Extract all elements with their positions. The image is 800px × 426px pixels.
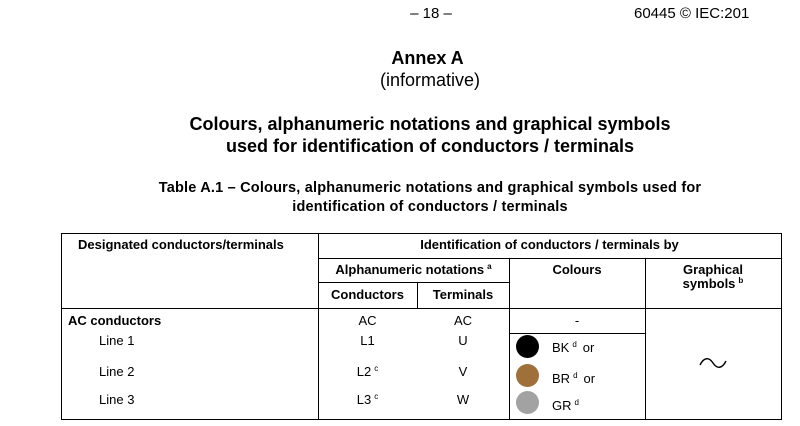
row-line1-terminal: U — [458, 333, 468, 348]
row-line3-designation: Line 3 — [99, 392, 135, 407]
row-line2-terminal: V — [458, 364, 468, 379]
header-terminals: Terminals — [432, 287, 494, 302]
header-graphical-line-1: Graphical — [683, 262, 743, 277]
row-ac-conductor: AC — [358, 313, 377, 328]
row-line3-conductor-text: L3 — [356, 392, 372, 407]
row-line3-colour — [552, 398, 579, 413]
colour-swatch-brown — [516, 364, 539, 387]
header-identification: Identification of conductors / terminals by — [420, 237, 679, 252]
table-caption-line-1: Table A.1 – Colours, alphanumeric notations and graphical symbols used for — [158, 180, 702, 196]
footnote-marker-a: a — [487, 262, 492, 271]
row-ac-designation: AC conductors — [68, 313, 162, 328]
row-line3-conductor-note: c — [374, 392, 379, 401]
table-col-divider-3 — [509, 258, 510, 420]
table-header-rule-2 — [318, 282, 509, 283]
row-line2-colour-note: d — [573, 371, 578, 380]
row-line1-colour-or: or — [582, 340, 595, 355]
colour-row-rule — [509, 333, 645, 334]
row-ac-colour: - — [574, 313, 580, 328]
row-line2-conductor — [318, 364, 417, 379]
row-line2-colour-code: BR — [552, 371, 571, 386]
row-line1-designation: Line 1 — [99, 333, 135, 348]
row-line2-designation: Line 2 — [99, 364, 135, 379]
row-line3-colour-note: d — [574, 398, 579, 407]
table-right-border — [781, 233, 782, 420]
table-header-rule-1 — [318, 258, 781, 259]
table-caption-line-2: identification of conductors / terminals — [292, 199, 568, 215]
row-line3-colour-code: GR — [552, 398, 572, 413]
row-line1-colour-note: d — [572, 340, 577, 349]
annex-heading-line-2: used for identification of conductors / terminals — [225, 136, 635, 156]
table-header-bottom-border — [61, 308, 781, 309]
annex-title: Annex A — [391, 48, 464, 68]
annex-status: (informative) — [379, 70, 481, 90]
table-top-border — [61, 233, 781, 234]
row-line2-conductor-text: L2 — [356, 364, 372, 379]
header-alphanumeric — [318, 262, 509, 277]
header-graphical-line-2 — [645, 276, 781, 291]
row-line1-colour-code: BK — [552, 340, 570, 355]
colour-swatch-grey — [516, 391, 539, 414]
page-number: – 18 – — [410, 5, 452, 22]
header-conductors: Conductors — [331, 287, 404, 302]
row-line1-colour — [552, 340, 594, 355]
row-line3-terminal: W — [456, 392, 470, 407]
colour-swatch-black — [516, 335, 539, 358]
header-alphanumeric-text: Alphanumeric notations — [335, 262, 485, 277]
ac-tilde-symbol-icon — [699, 356, 727, 370]
row-ac-terminal: AC — [453, 313, 473, 328]
row-line2-colour — [552, 371, 595, 386]
row-line3-conductor — [318, 392, 417, 407]
row-line2-colour-or: or — [583, 371, 596, 386]
annex-heading-line-1: Colours, alphanumeric notations and graphical symbols — [189, 114, 671, 134]
row-line1-conductor: L1 — [360, 333, 375, 348]
table-left-border — [61, 233, 62, 420]
table-bottom-border — [61, 419, 781, 420]
header-designated: Designated conductors/terminals — [78, 237, 284, 252]
row-line2-conductor-note: c — [374, 364, 379, 373]
standard-reference: 60445 © IEC:201 — [634, 5, 750, 22]
footnote-marker-b: b — [738, 276, 744, 285]
header-graphical-text: symbols — [682, 276, 736, 291]
header-colours: Colours — [552, 262, 602, 277]
